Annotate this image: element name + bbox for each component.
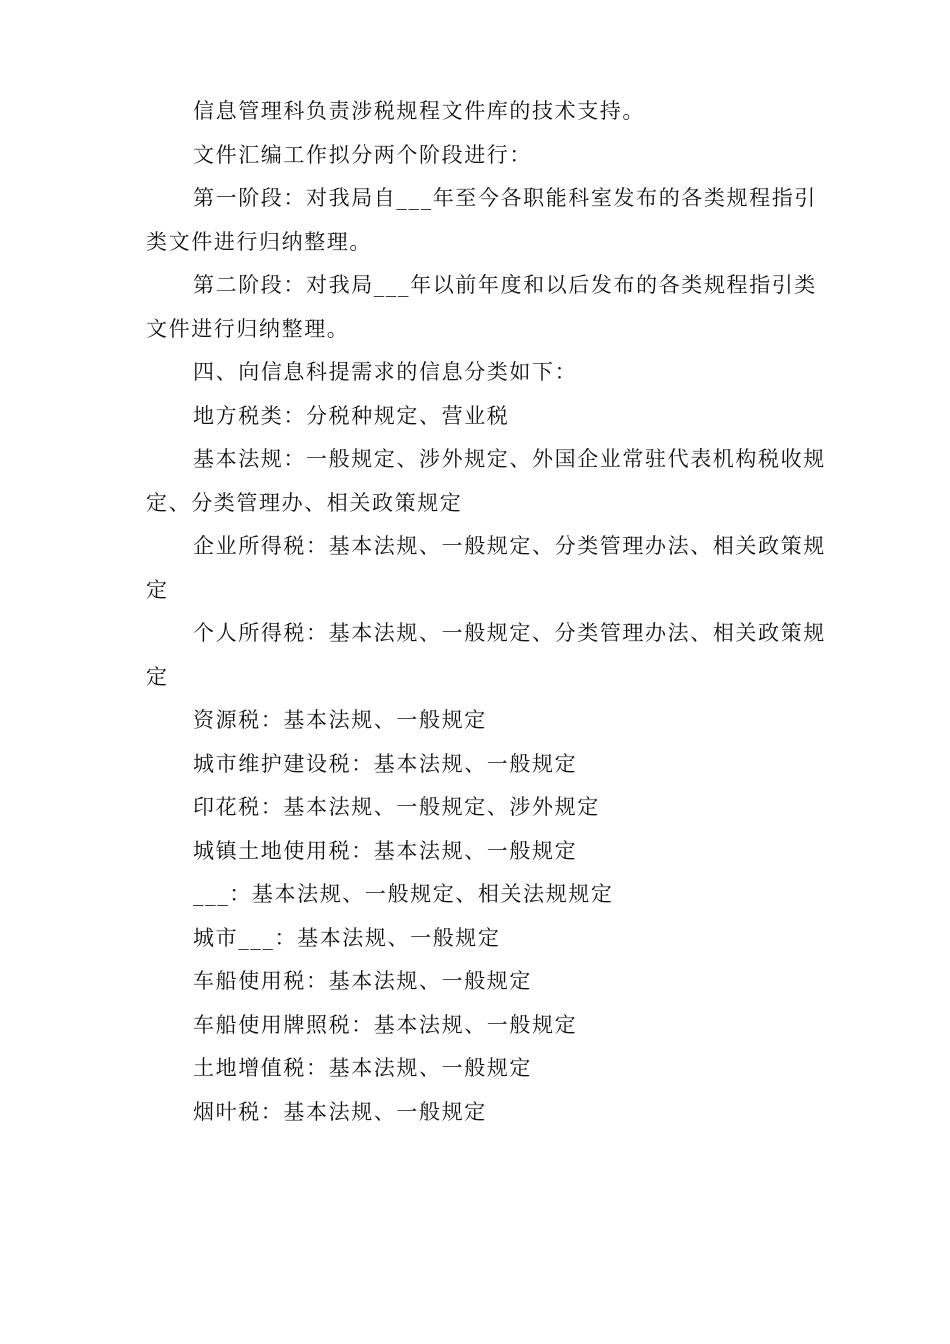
document-body <box>146 90 836 1134</box>
list-item: ___：基本法规、一般规定、相关法规规定 <box>193 882 614 906</box>
list-item: 个人所得税：基本法规、一般规定、分类管理办法、相关政策规定 <box>146 621 826 689</box>
list-item: 城镇土地使用税：基本法规、一般规定 <box>193 838 578 863</box>
list-item: 资源税：基本法规、一般规定 <box>193 708 487 732</box>
section-heading: 四、向信息科提需求的信息分类如下： <box>193 360 578 384</box>
list-item: 企业所得税：基本法规、一般规定、分类管理办法、相关政策规定 <box>146 534 826 602</box>
paragraph: 文件汇编工作拟分两个阶段进行： <box>193 142 532 167</box>
list-item: 城市___：基本法规、一般规定 <box>193 925 501 950</box>
list-item: 城市维护建设税：基本法规、一般规定 <box>193 751 578 776</box>
paragraph: 第二阶段：对我局___年以前年度和以后发布的各类规程指引类文件进行归纳整理。 <box>146 273 817 341</box>
list-item: 地方税类：分税种规定、营业税 <box>193 403 510 428</box>
list-item: 烟叶税：基本法规、一般规定 <box>193 1099 487 1124</box>
list-item: 土地增值税：基本法规、一般规定 <box>193 1056 532 1080</box>
paragraph: 第一阶段：对我局自___年至今各职能科室发布的各类规程指引类文件进行归纳整理。 <box>146 186 817 254</box>
list-item: 印花税：基本法规、一般规定、涉外规定 <box>193 795 600 819</box>
paragraph: 信息管理科负责涉税规程文件库的技术支持。 <box>193 99 645 123</box>
list-item: 车船使用牌照税：基本法规、一般规定 <box>193 1012 578 1037</box>
list-item: 车船使用税：基本法规、一般规定 <box>193 969 532 993</box>
list-item: 基本法规：一般规定、涉外规定、外国企业常驻代表机构税收规定、分类管理办、相关政策规定 <box>146 447 826 515</box>
